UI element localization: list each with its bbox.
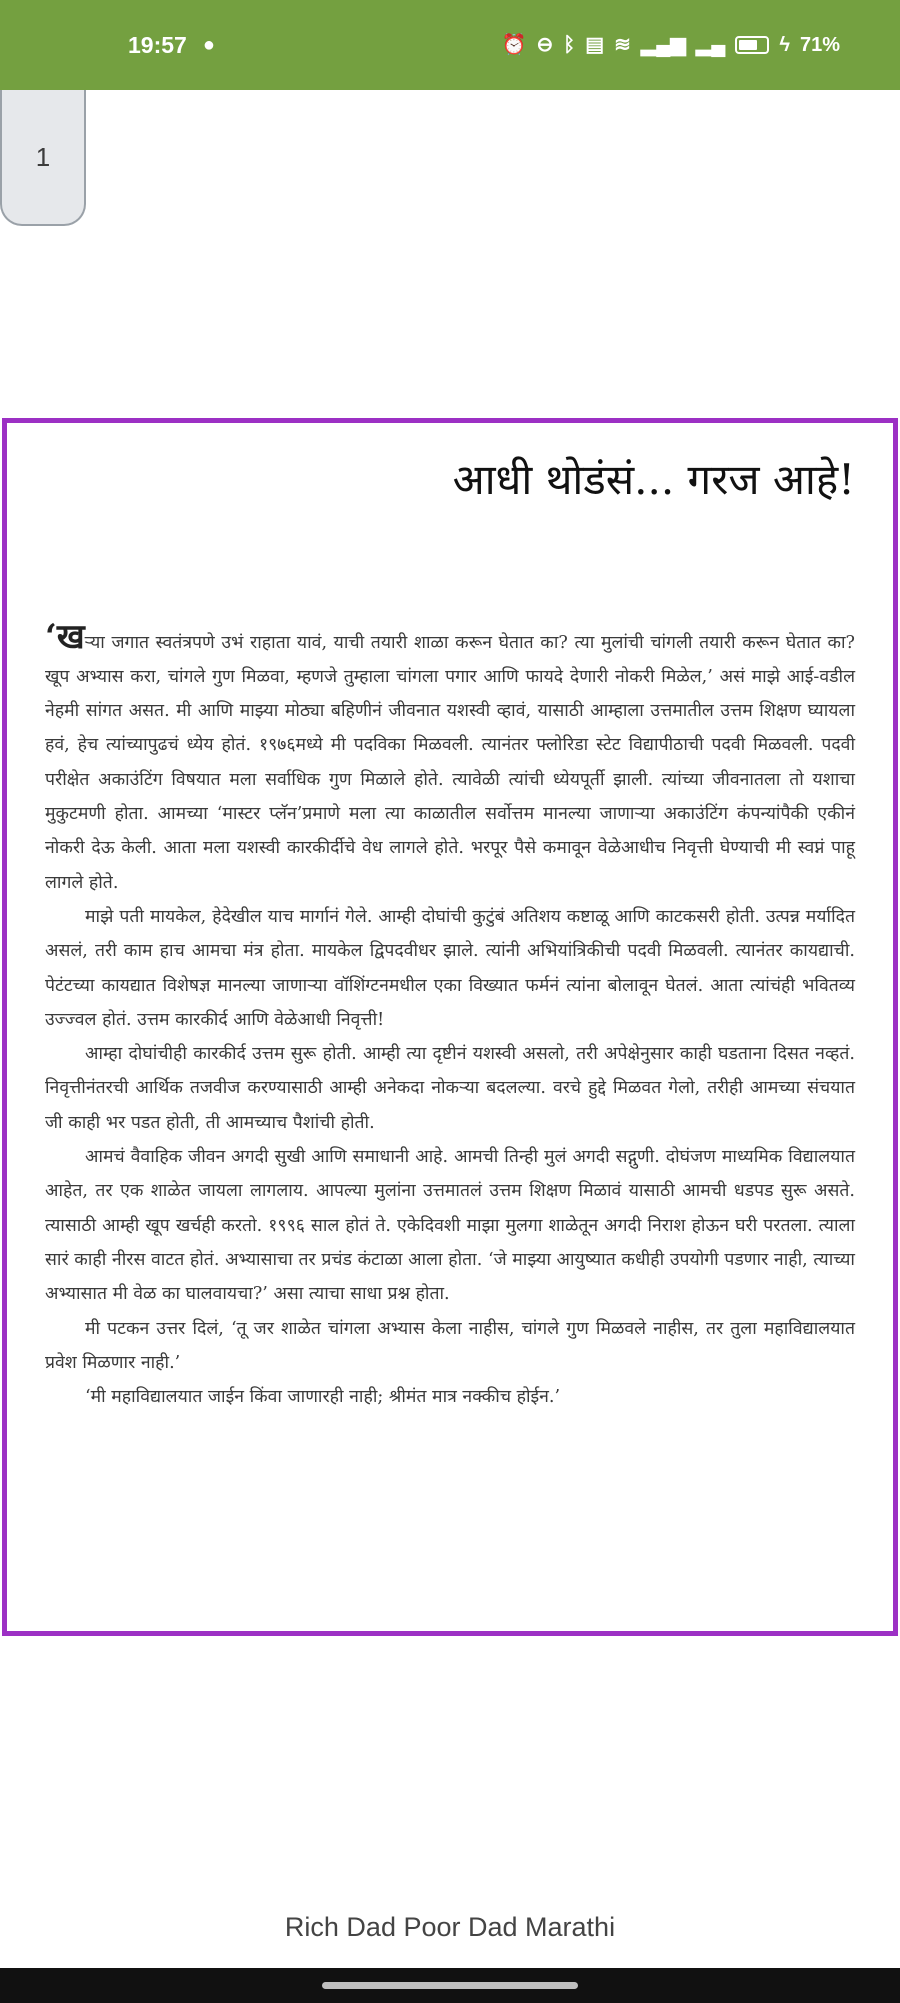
navigation-bar bbox=[0, 1968, 900, 2003]
charging-icon: ϟ bbox=[779, 34, 790, 56]
book-title: Rich Dad Poor Dad Marathi bbox=[284, 1912, 616, 1942]
paragraph: माझे पती मायकेल, हेदेखील याच मार्गानं गेले. आम्ही दोघांची कुटुंबं अतिशय कष्टाळू आणि काटकसरी होती. उत्पन्न मर्यादित असलं, तरी काम हाच आमचा मंत्र होता. मायकेल द्विपदवीधर झाले. त्यांनी अभियांत्रिकीची पदवी मिळवली. त्यानंतर कायद्याची. पेटंटच्या कायद्यात विशेषज्ञ मानल्या जाणाऱ्या वॉशिंग्टनमधील एका विख्यात फर्मनं त्यांना बोलावून घेतलं. आता त्यांचंही भवितव्य उज्ज्वल होतं. उत्तम कारकीर्द आणि वेळेआधी निवृत्ती! bbox=[45, 906, 855, 1030]
page-number: 1 bbox=[35, 141, 51, 172]
status-left bbox=[128, 32, 215, 59]
page-number-tab[interactable] bbox=[0, 90, 86, 226]
paragraph: आमचं वैवाहिक जीवन अगदी सुखी आणि समाधानी आहे. आमची तिन्ही मुलं अगदी सद्गुणी. दोघंजण माध्यमिक विद्यालयात आहेत, तर एक शाळेत जायला लागलाय. आपल्या मुलांना उत्तमातलं उत्तम शिक्षण मिळावं यासाठी आमची धडपड सुरू असते. त्यासाठी आम्ही खूप खर्चही करतो. १९९६ साल होतं ते. एकेदिवशी माझा मुलगा शाळेतून अगदी निराश होऊन घरी परतला. त्याला सारं काही नीरस वाटत होतं. अभ्यासाचा तर प्रचंड कंटाळा आला होता. ‘जे माझ्या आयुष्यात कधीही उपयोगी पडणार नाही, त्याच्या अभ्यासात मी वेळ का घालवायचा?’ असा त्याचा साधा प्रश्न होता. bbox=[45, 1147, 855, 1305]
alarm-icon: ⏰ bbox=[501, 34, 527, 56]
paragraph: ‘मी महाविद्यालयात जाईन किंवा जाणारही नाही; श्रीमंत मात्र नक्कीच होईन.’ bbox=[85, 1387, 561, 1408]
battery-fill bbox=[739, 40, 756, 50]
signal-icon: ▂▄▆ bbox=[640, 34, 686, 56]
paragraph: मी पटकन उत्तर दिलं, ‘तू जर शाळेत चांगला अभ्यास केला नाहीस, चांगले गुण मिळवले नाहीस, तर तुला महाविद्यालयात प्रवेश मिळणार नाही.’ bbox=[45, 1318, 855, 1373]
paragraph bbox=[45, 616, 855, 900]
chat-bubble-icon: ● bbox=[202, 34, 215, 56]
signal-icon-2: ▂▄ bbox=[695, 34, 726, 56]
chapter-body bbox=[45, 616, 855, 1415]
status-bar bbox=[0, 0, 900, 90]
chapter-title: आधी थोडंसं... गरज आहे! bbox=[452, 455, 855, 504]
wifi-icon: ≋ bbox=[614, 34, 631, 56]
volte-icon: ▤ bbox=[585, 34, 605, 56]
dnd-icon: ⊖ bbox=[536, 34, 554, 56]
paragraph: आम्हा दोघांचीही कारकीर्द उत्तम सुरू होती. आम्ही त्या दृष्टीनं यशस्वी असलो, तरी अपेक्षेनुसार काही घडताना दिसत नव्हतं. निवृत्तीनंतरची आर्थिक तजवीज करण्यासाठी आम्ही अनेकदा नोकऱ्या बदलल्या. वरचे हुद्दे मिळवत गेलो, तरीही आमच्या संचयात जी काही भर पडत होती, ती आमच्याच पैशांची होती. bbox=[45, 1044, 855, 1133]
status-time: 19:57 bbox=[128, 31, 187, 58]
book-page[interactable] bbox=[2, 418, 898, 1636]
home-indicator[interactable] bbox=[322, 1982, 578, 1989]
dropcap: ‘ख bbox=[45, 616, 85, 657]
battery-percent: 71% bbox=[799, 33, 840, 56]
status-right bbox=[502, 34, 840, 57]
battery-icon bbox=[735, 36, 769, 54]
paragraph-text: ऱ्या जगात स्वतंत्रपणे उभं राहाता यावं, याची तयारी शाळा करून घेतात का? त्या मुलांची चांगली तयारी करून घेतात का? खूप अभ्यास करा, चांगले गुण मिळवा, म्हणजे तुम्हाला चांगला पगार आणि फायदे देणारी नोकरी मिळेल,’ असं माझे आई-वडील नेहमी सांगत असत. मी आणि माझ्या मोठ्या बहिणीनं जीवनात यशस्वी व्हावं, यासाठी आम्हाला उत्तमातील उत्तम शिक्षण घ्यायला हवं, हेच त्यांच्यापुढचं ध्येय होतं. १९७६मध्ये मी पदविका मिळवली. त्यानंतर फ्लोरिडा स्टेट विद्यापीठाची पदवी मिळवली. पदवी परीक्षेत अकाउंटिंग विषयात मला सर्वाधिक गुण मिळाले होते. त्यावेळी त्यांची ध्येयपूर्ती झाली. त्यांच्या जीवनातला तो यशाचा मुकुटमणी होता. आमच्या ‘मास्टर प्लॅन’प्रमाणे मला त्या काळातील सर्वोत्तम मानल्या जाणाऱ्या अकाउंटिंग कंपन्यांपैकी एकीनं नोकरी देऊ केली. आता मला यशस्वी कारकीर्दीचे वेध लागले होते. भरपूर पैसे कमावून वेळेआधीच निवृत्ती घेण्याची मी स्वप्नं पाहू लागले होते. bbox=[45, 632, 855, 893]
bluetooth-icon: ᛒ bbox=[563, 34, 576, 56]
